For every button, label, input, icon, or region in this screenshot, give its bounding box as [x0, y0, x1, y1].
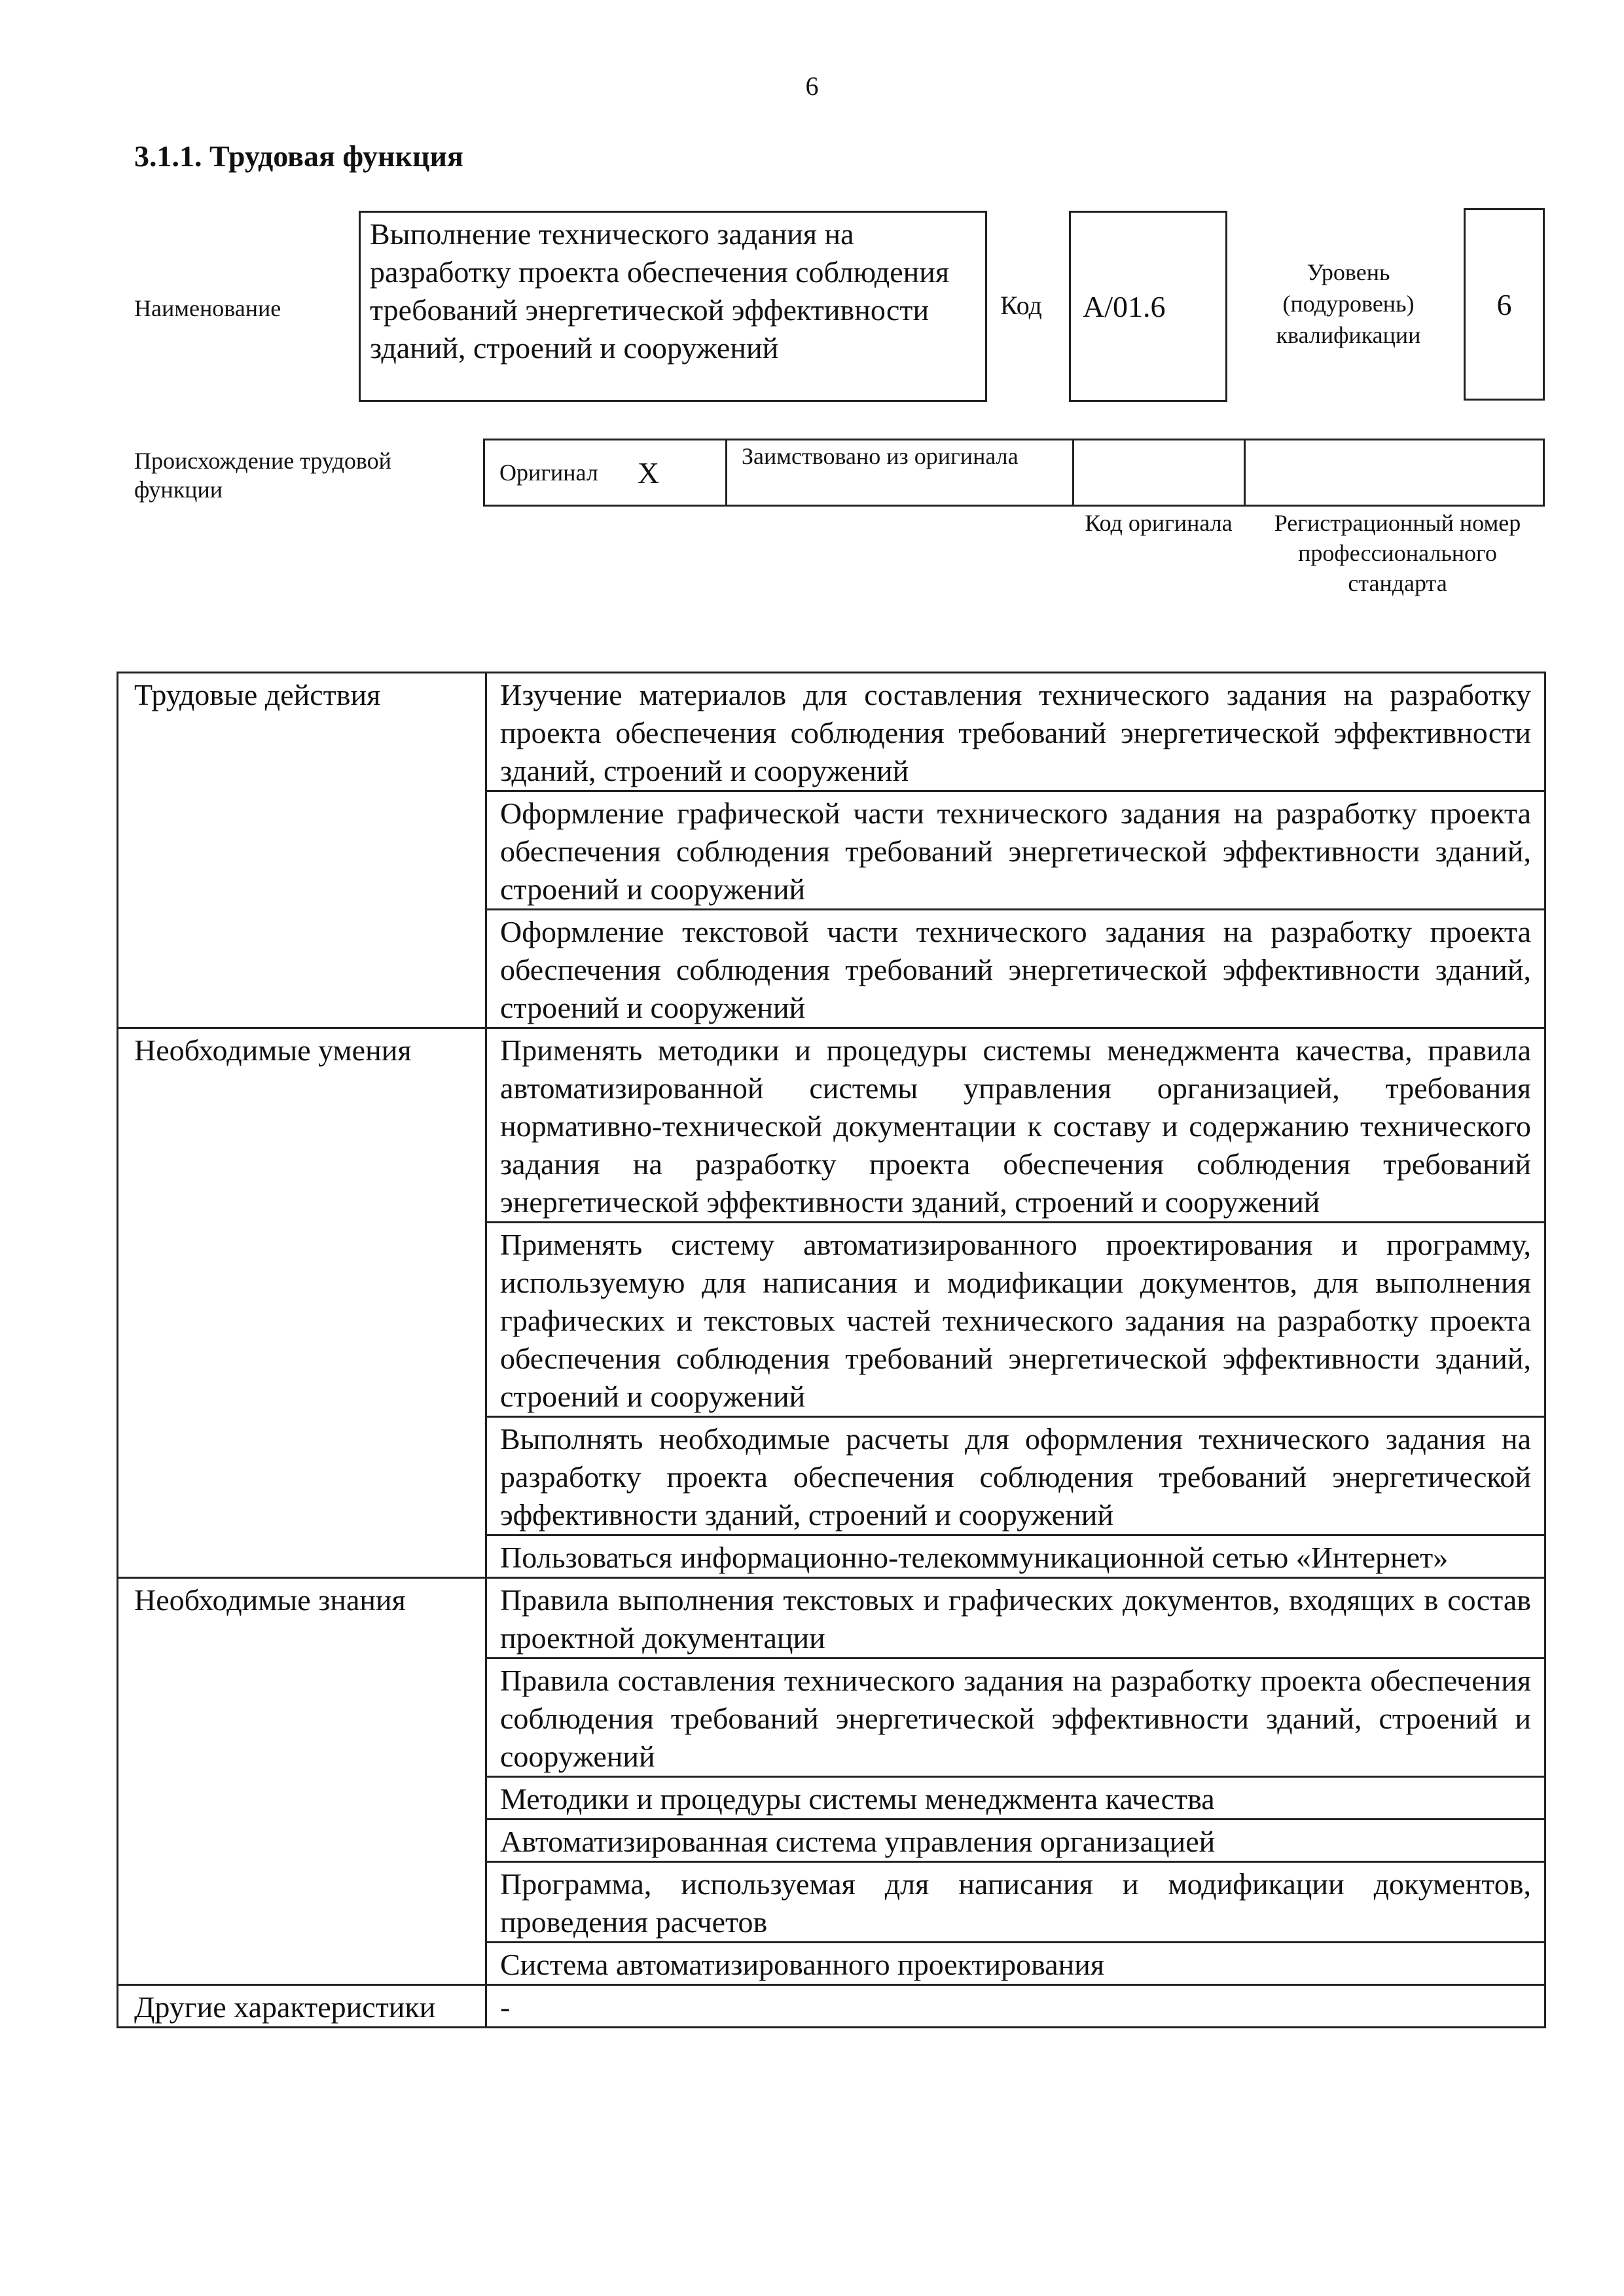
- table-row: [118, 673, 1545, 791]
- level-label-line-3: квалификации: [1276, 322, 1421, 348]
- knowledge-item: Система автоматизированного проектирования: [486, 1943, 1545, 1985]
- table-row: [118, 1578, 1545, 1659]
- knowledge-item: Методики и процедуры системы менеджмента качества: [486, 1777, 1545, 1820]
- page-number: 6: [805, 71, 819, 101]
- other-label: Другие характеристики: [118, 1985, 486, 2028]
- code-label: Код: [1000, 291, 1042, 320]
- code-value-box: [1069, 211, 1227, 402]
- level-label-line-1: Уровень: [1307, 259, 1390, 285]
- origin-code-cell: [1074, 440, 1246, 505]
- origin-code-caption: Код оригинала: [1085, 510, 1233, 536]
- table-row: [118, 1985, 1545, 2028]
- origin-original-cell: [485, 440, 727, 505]
- origin-borrowed-cell: [727, 440, 1074, 505]
- level-label: [1244, 257, 1453, 351]
- origin-label: Происхождение трудовой функции: [134, 448, 391, 503]
- skill-item: Применять систему автоматизированного проектирования и программу, используемую для написания и модификации документов, для выполнения графических и текстовых частей технического задания на разработку проекта обеспечения соблюдения требований энергетической эффективности зданий, строений и сооружений: [486, 1223, 1545, 1417]
- knowledge-item: Автоматизированная система управления организацией: [486, 1820, 1545, 1862]
- labor-function-table: [117, 672, 1546, 2028]
- labor-actions-label: Трудовые действия: [118, 673, 486, 1028]
- name-value-box: [359, 211, 987, 402]
- origin-original-mark: X: [637, 456, 660, 490]
- labor-action-item: Оформление графической части технического задания на разработку проекта обеспечения соблюдения требований энергетической эффективности зданий, строений и сооружений: [486, 791, 1545, 910]
- skill-item: Выполнять необходимые расчеты для оформления технического задания на разработку проекта обеспечения соблюдения требований энергетической эффективности зданий, строений и сооружений: [486, 1417, 1545, 1535]
- knowledge-item: Правила составления технического задания на разработку проекта обеспечения соблюдения требований энергетической эффективности зданий, строений и сооружений: [486, 1659, 1545, 1777]
- table-row: [118, 1028, 1545, 1223]
- section-title: 3.1.1. Трудовая функция: [134, 139, 463, 173]
- level-value-box: [1464, 208, 1545, 401]
- level-label-line-2: (подуровень): [1282, 291, 1415, 317]
- skill-item: Применять методики и процедуры системы менеджмента качества, правила автоматизированной системы управления организацией, требования нормативно-технической документации к составу и содержанию технического задания на разработку проекта обеспечения соблюдения требований энергетической эффективности зданий, строений и сооружений: [486, 1028, 1545, 1223]
- skills-label: Необходимые умения: [118, 1028, 486, 1578]
- origin-original-label: Оригинал: [499, 459, 598, 486]
- other-value: -: [486, 1985, 1545, 2028]
- skill-item: Пользоваться информационно-телекоммуникационной сетью «Интернет»: [486, 1535, 1545, 1578]
- origin-row: [483, 439, 1545, 507]
- origin-reg-caption: Регистрационный номер профессионального стандарта: [1274, 510, 1521, 596]
- name-label: Наименование: [134, 295, 281, 321]
- origin-reg-cell: [1246, 440, 1543, 505]
- origin-borrowed-label: Заимствовано из оригинала: [742, 443, 1019, 469]
- knowledge-item: Правила выполнения текстовых и графических документов, входящих в состав проектной документации: [486, 1578, 1545, 1659]
- labor-action-item: Изучение материалов для составления технического задания на разработку проекта обеспечения соблюдения требований энергетической эффективности зданий, строений и сооружений: [486, 673, 1545, 791]
- knowledge-item: Программа, используемая для написания и модификации документов, проведения расчетов: [486, 1862, 1545, 1943]
- code-value: А/01.6: [1083, 289, 1166, 323]
- labor-action-item: Оформление текстовой части технического задания на разработку проекта обеспечения соблюдения требований энергетической эффективности зданий, строений и сооружений: [486, 910, 1545, 1028]
- name-value: Выполнение технического задания на разработку проекта обеспечения соблюдения требований энергетической эффективности зданий, строений и сооружений: [370, 217, 950, 365]
- knowledge-label: Необходимые знания: [118, 1578, 486, 1985]
- level-value: 6: [1496, 287, 1512, 321]
